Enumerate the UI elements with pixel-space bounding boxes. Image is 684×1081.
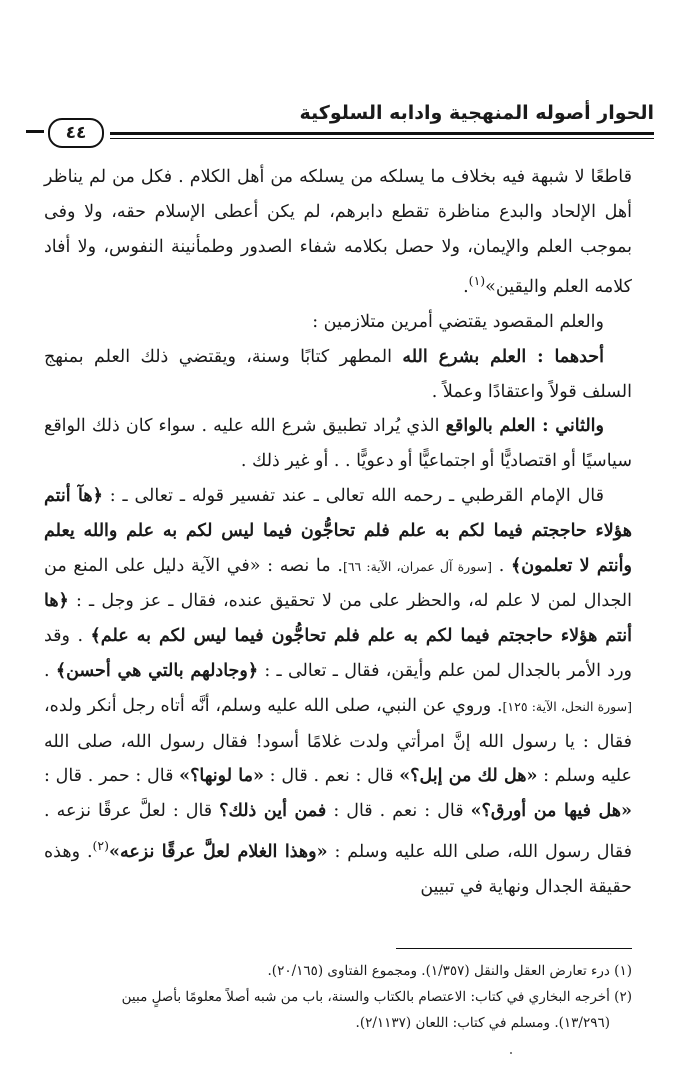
header-rule [110,132,654,139]
hadith-quote: فمن أين ذلك؟ [219,801,327,822]
footnote-2: (٢) أخرجه البخاري في كتاب: الاعتصام بالكتاب والسنة، باب من شبه أصلاً معلومًا بأصلٍ مبين [121,989,632,1005]
text-run: . وهذه حقيقة الجدال ونهاية في تبيين [44,841,632,897]
first-requirement-label: أحدهما : العلم بشرع الله [402,346,604,367]
footnotes [44,958,632,1036]
text-run: قال الإمام القرطبي ـ رحمه الله تعالى ـ عند تفسير قوله ـ تعالى ـ : [102,486,605,506]
main-text [44,160,632,904]
footnote-1: (١) درء تعارض العقل والنقل (١/٣٥٧). ومجموع الفتاوى (٢٠/١٦٥). [267,963,632,979]
text-run: . وروي عن النبي، صلى الله عليه وسلم، أنَّه أتاه رجل أنكر ولده، فقال : يا رسول الله إنَّ امرأتي ولدت غلامًا أسود! فقال رسول الله، صلى الله عليه وسلم : [44,695,632,787]
paragraph-1-text: قاطعًا لا شبهة فيه بخلاف ما يسلكه من يسلكه من أهل الكلام . فكل من لم يناظر أهل الإلحاد والبدع مناظرة تقطع دابرهم، لم يكن أعطى الإسلام حقه، ولا وفى بموجب العلم والإيمان، ولا حصل بكلامه شفاء الصدور وطمأنينة النفوس، ولا أفاد كلامه العلم واليقين» [44,167,632,298]
verse-reference-1: [سورة آل عمران، الآية: ٦٦] [342,558,493,574]
paragraph-3 [44,340,632,410]
hadith-quote: «وهذا الغلام لعلَّ عرقًا نزعه» [109,841,328,862]
hadith-quote: «هل لك من إبل؟» [399,766,538,787]
hadith-quote: «ما لونها؟» [179,766,264,787]
paragraph-5 [44,479,632,904]
second-requirement-text: الذي يُراد تطبيق شرع الله عليه . سواء كان ذلك الواقع سياسيًا أو اقتصاديًّا أو اجتماعيًّا أو دعويًّا . . أو غير ذلك . [44,416,632,472]
quran-quote-3: ﴿وجادلهم بالتي هي أحسن﴾ [55,660,259,681]
running-title: الحوار أصوله المنهجية وادابه السلوكية [299,102,654,124]
hadith-quote: «هل فيها من أورق؟» [470,801,632,822]
text-run: قال : نعم . قال : [326,801,471,822]
paragraph-1 [44,160,632,305]
text-run: . [44,660,56,681]
quran-quote-1: ﴿هآ أنتم هؤلاء حاججتم فيما لكم به علم فلم تحاجُّون فيما ليس لكم به علم والله يعلم وأنتم لا تعلمون﴾ [44,486,632,576]
paragraph-4 [44,409,632,479]
header-dash [26,130,44,133]
print-speck [510,1052,512,1054]
footnote-separator [396,948,632,949]
first-requirement-text: المطهر كتابًا وسنة، ويقتضي ذلك العلم بمنهج السلف قولاً واعتقادًا وعملاً . [44,346,632,402]
footnote-2-continued: (١٣/٢٩٦). ومسلم في كتاب: اللعان (٢/١١٣٧). [355,1015,610,1031]
text-run: . وقد ورد الأمر بالجدال لمن علم وأيقن، فقال ـ تعالى ـ : [44,626,632,681]
page-header [26,96,654,146]
text-run: . ما نصه : «في الآية دليل على المنع من الجدال لمن لا علم له، والحظر على من لا تحقيق عنده، فقال ـ عز وجل ـ : [44,555,632,612]
text-run: قال : نعم . قال : [263,766,400,787]
paragraph-2: والعلم المقصود يقتضي أمرين متلازمين : [312,312,604,333]
text-run: . [492,555,512,576]
second-requirement-label: والثاني : العلم بالواقع [445,416,604,437]
page-number: ٤٤ [48,118,104,148]
quran-quote-2: ﴿ها أنتم هؤلاء حاججتم فيما لكم به علم فلم تحاجُّون فيما ليس لكم به علم﴾ [44,591,632,647]
verse-reference-2: [سورة النحل، الآية: ١٢٥] [502,698,632,714]
text-run: قال : حمر . قال : [44,766,180,787]
text-run: قال : لعلَّ عرقًا نزعه . فقال رسول الله، صلى الله عليه وسلم : [44,801,632,862]
footnote-ref-2: (٢) [92,837,110,853]
footnote-ref-1: (١) [468,273,486,289]
paragraph-1-end: . [463,277,469,298]
